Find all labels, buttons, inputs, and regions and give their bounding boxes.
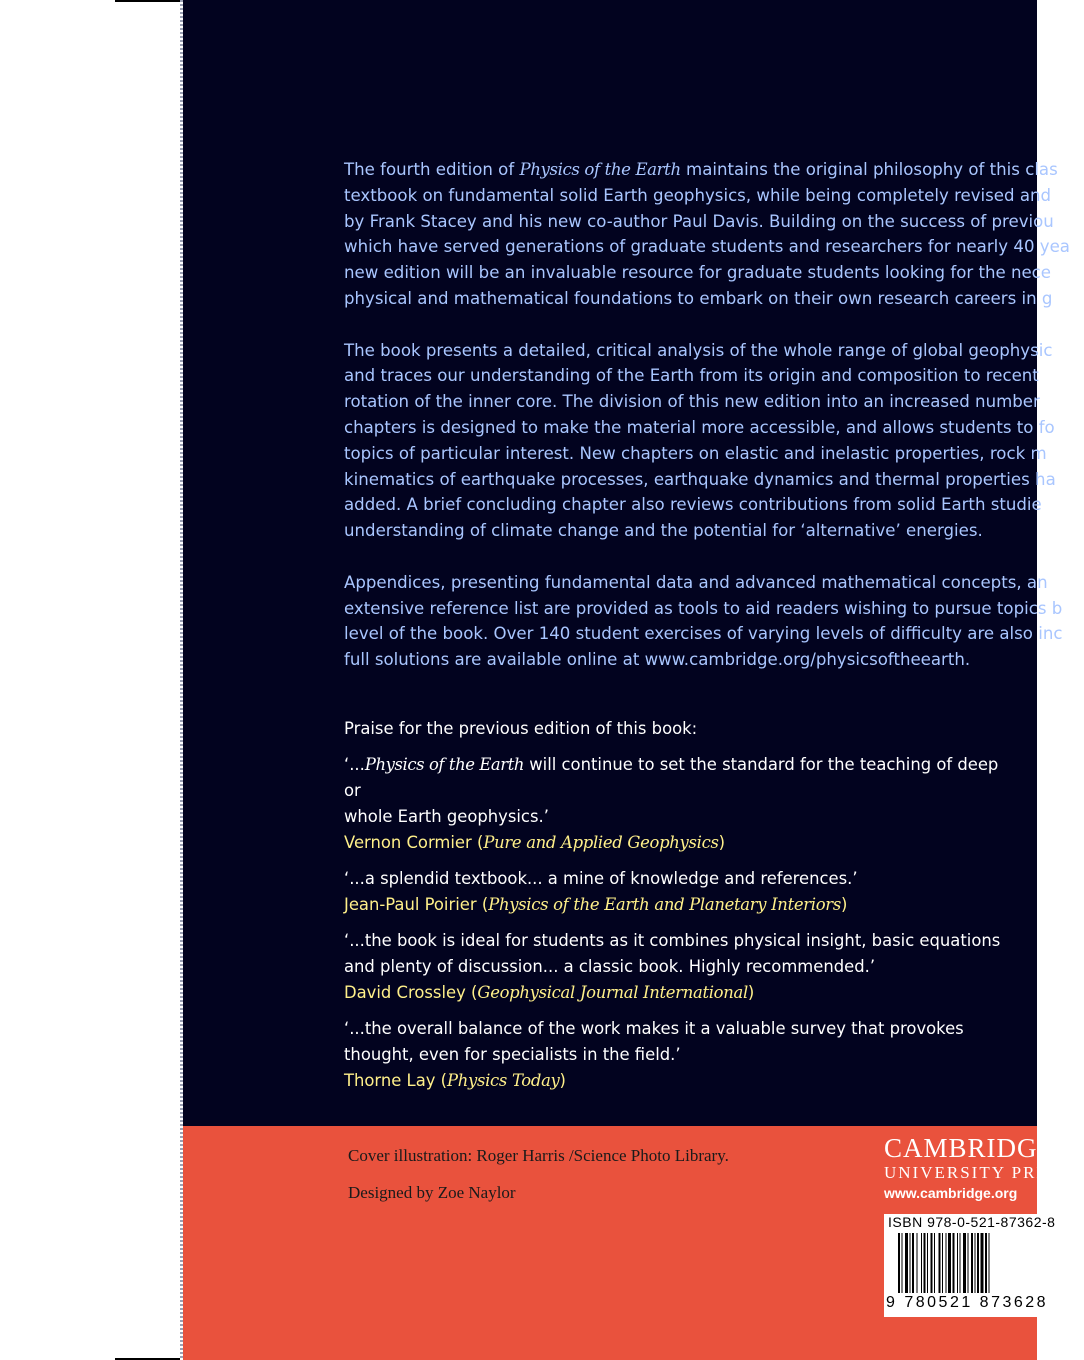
barcode-bar: [948, 1233, 951, 1293]
barcode-bar: [985, 1233, 987, 1293]
blurb-text: The fourth edition of: [344, 160, 520, 179]
barcode-bar: [963, 1233, 966, 1293]
praise-quote: [344, 928, 1004, 1006]
barcode-bar: [989, 1233, 990, 1293]
blurb-line: topics of particular interest. New chapters on elastic and inelastic properties, rock m: [344, 443, 1047, 463]
publisher-url: www.cambridge.org: [884, 1185, 1018, 1201]
barcode-bar: [942, 1233, 943, 1293]
cover-illustration-credit: Cover illustration: Roger Harris /Science Photo Library.: [348, 1146, 729, 1165]
blurb-line: kinematics of earthquake processes, earthquake dynamics and thermal properties ha: [344, 469, 1056, 489]
blurb-line: physical and mathematical foundations to embark on their own research careers in g: [344, 288, 1053, 308]
quote-line: thought, even for specialists in the field.’: [344, 1045, 681, 1064]
blurb-line: [344, 157, 1064, 183]
isbn-label: ISBN 978-0-521-87362-8: [888, 1214, 1056, 1230]
barcode-bar: [971, 1233, 973, 1293]
barcode-bar: [960, 1233, 961, 1293]
blurb-line: which have served generations of graduate students and researchers for nearly 40 yea: [344, 237, 1070, 257]
barcode-bar: [953, 1233, 955, 1293]
barcode-bar: [946, 1233, 947, 1293]
blurb-line: textbook on fundamental solid Earth geophysics, while being completely revised and: [344, 185, 1052, 205]
praise-quote: [344, 866, 1004, 918]
quote-line: ‘...the book is ideal for students as it combines physical insight, basic equations: [344, 931, 1001, 950]
quote-line: [344, 752, 1004, 804]
quote-attribution: Thorne Lay (Physics Today): [344, 1071, 566, 1090]
barcode-bar: [910, 1233, 911, 1293]
blurb-line: level of the book. Over 140 student exercises of varying levels of difficulty are also inc: [344, 624, 1063, 644]
quote-attribution: Vernon Cormier (Pure and Applied Geophysics): [344, 833, 725, 852]
barcode-bar: [924, 1233, 926, 1293]
blurb-line: full solutions are available online at www.cambridge.org/physicsoftheearth.: [344, 650, 971, 670]
praise-section: [344, 716, 1004, 1104]
barcode-bar: [927, 1233, 928, 1293]
quote-attribution: Jean-Paul Poirier (Physics of the Earth and Planetary Interiors): [344, 895, 848, 914]
barcode-bar: [939, 1233, 941, 1293]
quote-source: Pure and Applied Geophysics: [483, 833, 719, 852]
quote-author: Thorne Lay: [344, 1071, 436, 1090]
quote-text: will continue to set the standard for the teaching of deep or: [344, 755, 999, 800]
blurb-line: by Frank Stacey and his new co-author Paul Davis. Building on the success of previou: [344, 211, 1054, 231]
quote-source: Physics of the Earth and Planetary Interiors: [488, 895, 841, 914]
barcode-bar: [905, 1233, 908, 1293]
barcode-digits: 9 780521 873628: [886, 1294, 1049, 1311]
quote-line: ‘...a splendid textbook... a mine of knowledge and references.’: [344, 869, 858, 888]
quote-source: Geophysical Journal International: [477, 983, 748, 1002]
designer-credit: Designed by Zoe Naylor: [348, 1183, 516, 1202]
blurb-line: The book presents a detailed, critical analysis of the whole range of global geophysic: [344, 340, 1053, 360]
blurb-line: added. A brief concluding chapter also reviews contributions from solid Earth studie: [344, 495, 1042, 515]
blurb-line: understanding of climate change and the potential for ‘alternative’ energies.: [344, 521, 983, 541]
blurb-line: extensive reference list are provided as tools to aid readers wishing to pursue topics b: [344, 598, 1063, 618]
barcode-bar: [934, 1233, 935, 1293]
crop-mark-top: [115, 0, 181, 2]
quote-author: Vernon Cormier: [344, 833, 472, 852]
book-title: Physics of the Earth: [519, 160, 681, 179]
praise-quote: [344, 1016, 1004, 1094]
publisher-logo: [884, 1133, 1084, 1203]
barcode-bar: [917, 1233, 918, 1293]
quote-line: and plenty of discussion... a classic book. Highly recommended.’: [344, 957, 876, 976]
barcode-bar: [968, 1233, 969, 1293]
publisher-name: CAMBRIDGE: [884, 1133, 1056, 1163]
blurb-line: rotation of the inner core. The division of this new edition into an increased number: [344, 392, 1040, 412]
quote-line: whole Earth geophysics.’: [344, 807, 549, 826]
blurb-line: new edition will be an invaluable resource for graduate students looking for the nece: [344, 263, 1052, 283]
quote-source: Physics Today: [447, 1071, 560, 1090]
quote-author: Jean-Paul Poirier: [344, 895, 477, 914]
blurb-paragraph-2: [344, 338, 1064, 544]
barcode-bar: [921, 1233, 922, 1293]
barcode-bars-icon: [898, 1233, 1048, 1293]
publisher-subtitle: UNIVERSITY PRESS: [884, 1163, 1072, 1182]
blurb-paragraph-1: [344, 157, 1070, 312]
praise-intro: Praise for the previous edition of this book:: [344, 719, 698, 738]
quote-author: David Crossley: [344, 983, 466, 1002]
barcode-bar: [902, 1233, 903, 1293]
book-title: Physics of the Earth: [364, 755, 525, 774]
blurb-line: and traces our understanding of the Earth from its origin and composition to recent: [344, 366, 1039, 386]
blurb-line: Appendices, presenting fundamental data and advanced mathematical concepts, an: [344, 572, 1048, 592]
blurb: [344, 157, 1070, 699]
barcode-bar: [977, 1233, 979, 1293]
barcode-bar: [898, 1233, 900, 1293]
quote-attribution: David Crossley (Geophysical Journal International): [344, 983, 755, 1002]
blurb-paragraph-3: [344, 570, 1064, 673]
blurb-text: maintains the original philosophy of this clas: [680, 160, 1058, 179]
quote-line: ‘...the overall balance of the work makes it a valuable survey that provokes: [344, 1019, 964, 1038]
barcode-bar: [981, 1233, 984, 1293]
blurb-line: chapters is designed to make the material more accessible, and allows students to fo: [344, 417, 1055, 437]
barcode-bar: [957, 1233, 958, 1293]
quote-open: ‘...: [344, 755, 365, 774]
barcode-bar: [975, 1233, 976, 1293]
barcode-bar: [931, 1233, 933, 1293]
praise-quote: [344, 752, 1004, 856]
isbn-barcode: [884, 1214, 1056, 1317]
barcode-bar: [912, 1233, 914, 1293]
